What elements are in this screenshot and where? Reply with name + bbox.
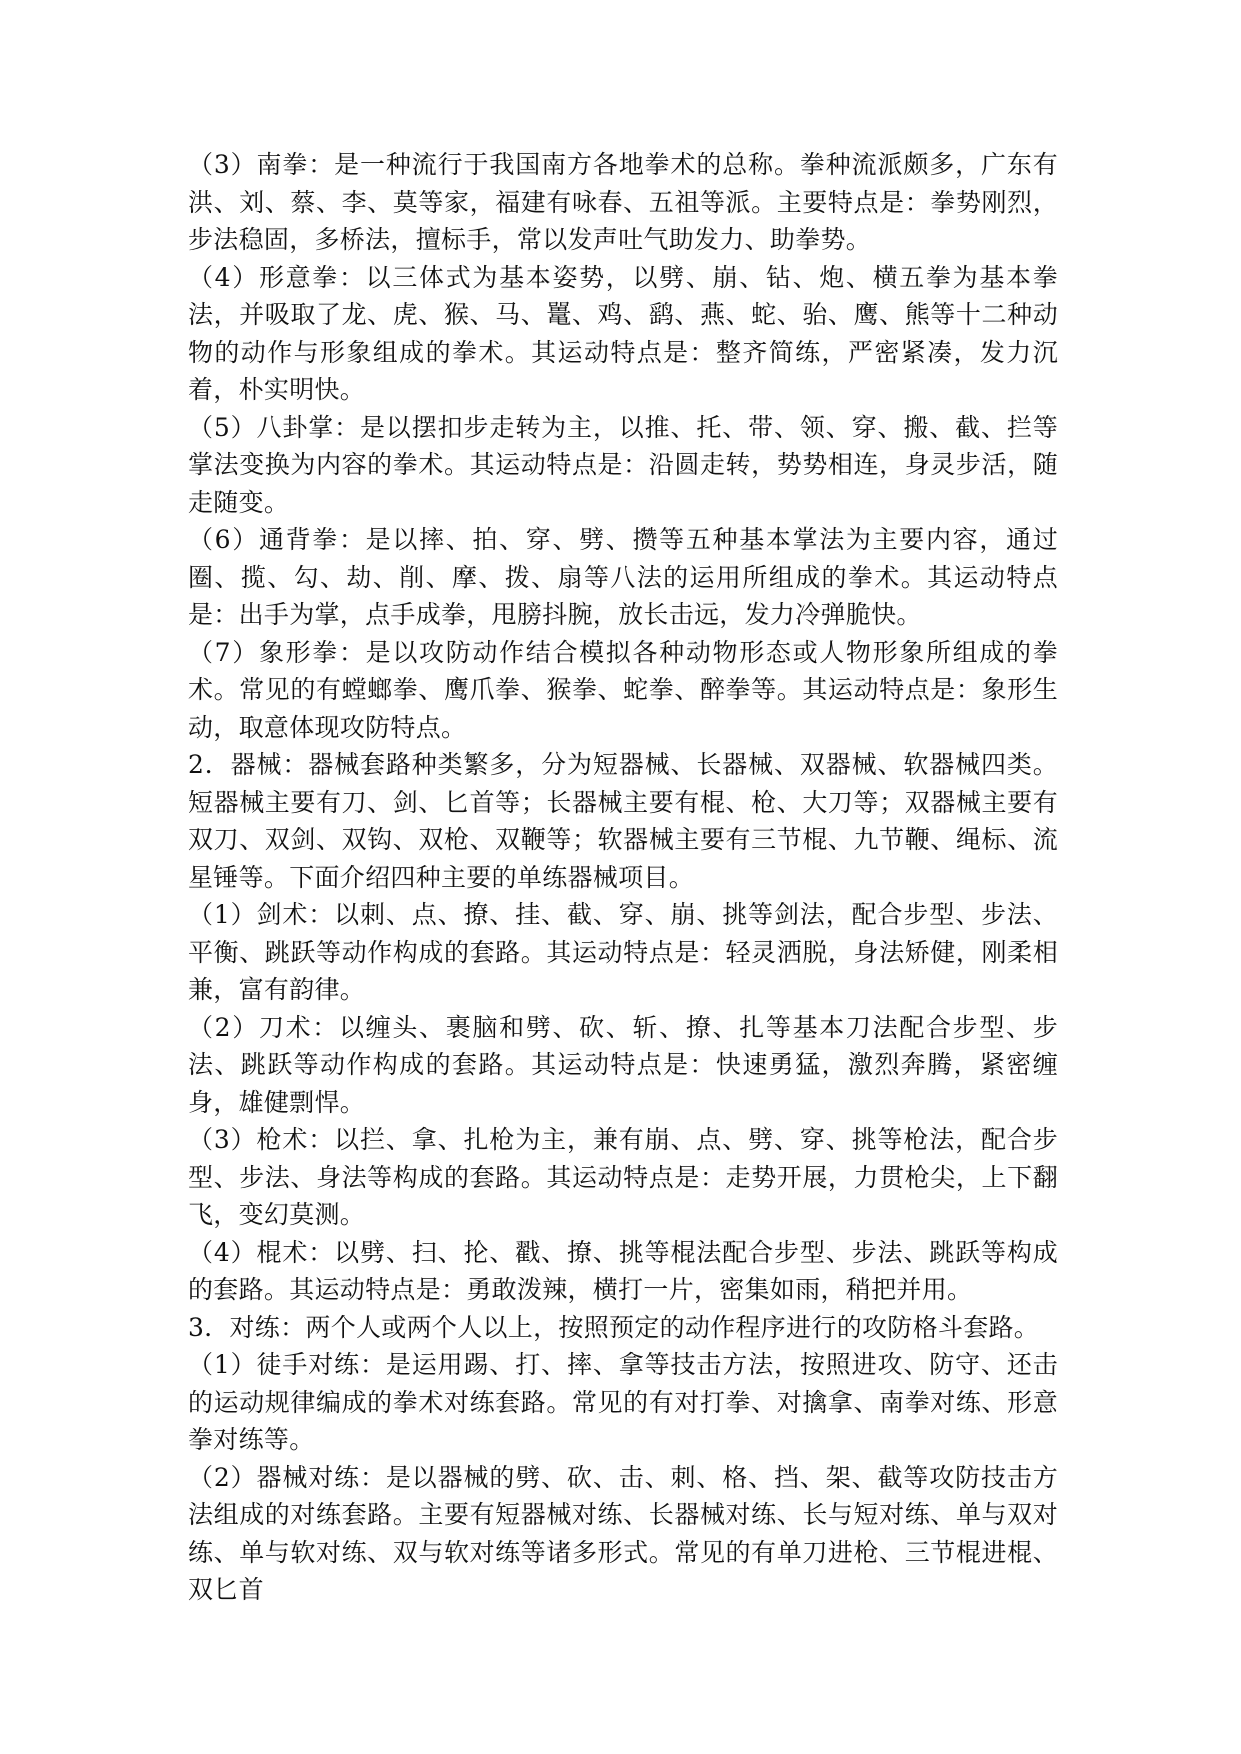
document-body: [188, 146, 1058, 1609]
paragraph-baguazhang: （5）八卦掌：是以摆扣步走转为主，以推、托、带、领、穿、搬、截、拦等掌法变换为内容的拳术。其运动特点是：沿圆走转，势势相连，身灵步活，随走随变。: [188, 412, 1058, 517]
paragraph-duilian-heading: 3．对练：两个人或两个人以上，按照预定的动作程序进行的攻防格斗套路。: [188, 1312, 1040, 1342]
paragraph-tushou-duilian: （1）徒手对练：是运用踢、打、摔、拿等技击方法，按照进攻、防守、还击的运动规律编成的拳术对练套路。常见的有对打拳、对擒拿、南拳对练、形意拳对练等。: [188, 1350, 1058, 1454]
paragraph-xingyiquan: （4）形意拳：以三体式为基本姿势，以劈、崩、钻、炮、横五拳为基本拳法，并吸取了龙、虎、猴、马、鼍、鸡、鹞、燕、蛇、骀、鹰、熊等十二种动物的动作与形象组成的拳术。其运动特点是：整齐简练，严密紧凑，发力沉着，朴实明快。: [188, 262, 1058, 404]
paragraph-daoshu: （2）刀术：以缠头、裹脑和劈、砍、斩、撩、扎等基本刀法配合步型、步法、跳跃等动作构成的套路。其运动特点是：快速勇猛，激烈奔腾，紧密缠身，雄健剽悍。: [188, 1012, 1058, 1117]
paragraph-jianshu: （1）剑术：以刺、点、撩、挂、截、穿、崩、挑等剑法，配合步型、步法、平衡、跳跃等动作构成的套路。其运动特点是：轻灵洒脱，身法矫健，刚柔相兼，富有韵律。: [188, 900, 1058, 1004]
paragraph-nanquan: （3）南拳：是一种流行于我国南方各地拳术的总称。拳种流派颇多，广东有洪、刘、蔡、李、莫等家，福建有咏春、五祖等派。主要特点是：拳势刚烈，步法稳固，多桥法，擅标手，常以发声吐气助发力、助拳势。: [188, 150, 1058, 254]
paragraph-qixie-heading: 2．器械：器械套路种类繁多，分为短器械、长器械、双器械、软器械四类。短器械主要有刀、剑、匕首等；长器械主要有棍、枪、大刀等；双器械主要有双刀、双剑、双钩、双枪、双鞭等；软器械主要有三节棍、九节鞭、绳标、流星锤等。下面介绍四种主要的单练器械项目。: [188, 750, 1058, 892]
paragraph-gunshu: （4）棍术：以劈、扫、抡、戳、撩、挑等棍法配合步型、步法、跳跃等构成的套路。其运动特点是：勇敢泼辣，横打一片，密集如雨，稍把并用。: [188, 1237, 1058, 1304]
paragraph-xiangxingquan: （7）象形拳：是以攻防动作结合模拟各种动物形态或人物形象所组成的拳术。常见的有螳螂拳、鹰爪拳、猴拳、蛇拳、醉拳等。其运动特点是：象形生动，取意体现攻防特点。: [188, 637, 1058, 742]
paragraph-qixie-duilian: （2）器械对练：是以器械的劈、砍、击、刺、格、挡、架、截等攻防技击方法组成的对练套路。主要有短器械对练、长器械对练、长与短对练、单与双对练、单与软对练、双与软对练等诸多形式。常见的有单刀进枪、三节棍进棍、双匕首: [188, 1462, 1058, 1604]
paragraph-qiangshu: （3）枪术：以拦、拿、扎枪为主，兼有崩、点、劈、穿、挑等枪法，配合步型、步法、身法等构成的套路。其运动特点是：走势开展，力贯枪尖，上下翻飞，变幻莫测。: [188, 1125, 1058, 1229]
paragraph-tongbeiquan: （6）通背拳：是以摔、拍、穿、劈、攒等五种基本掌法为主要内容，通过圈、揽、勾、劫、削、摩、拨、扇等八法的运用所组成的拳术。其运动特点是：出手为掌，点手成拳，甩膀抖腕，放长击远，发力冷弹脆快。: [188, 525, 1058, 629]
